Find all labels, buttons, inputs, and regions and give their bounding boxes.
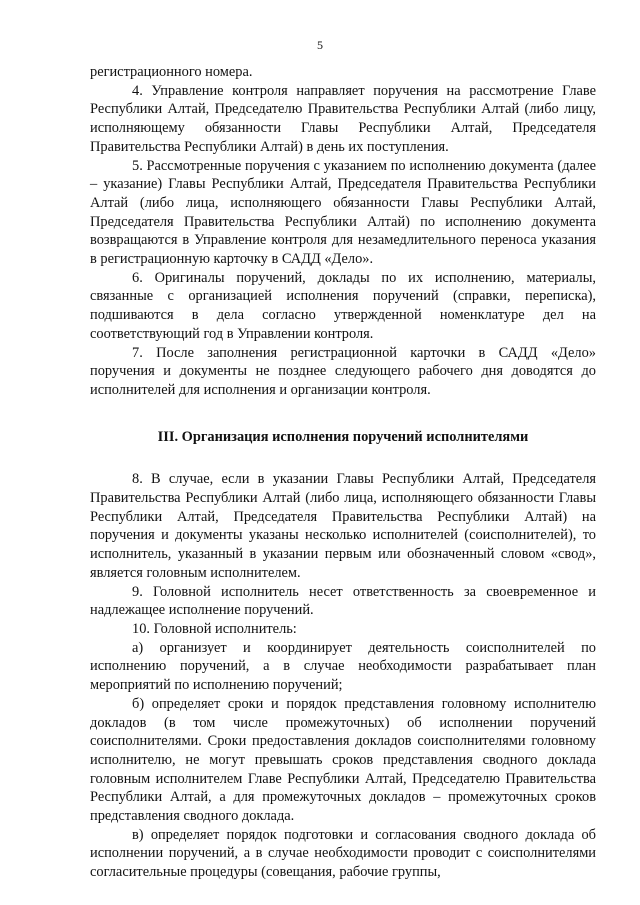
paragraph-continuation: регистрационного номера. <box>90 64 253 80</box>
paragraph-item-5: 5. Рассмотренные поручения с указанием по исполнению документа (далее – указание) Главы Республики Алтай, Председателя Правительства Республики Алтай (либо лица, исполняющего обязанности Главы Республики Алтай, Председателя Правительства Республики Алтай) по исполнению документа возвращаются в Управление контроля для незамедлительного переноса указания в регистрационную карточку в САДД «Дело». <box>90 157 596 268</box>
paragraph-item-8: 8. В случае, если в указании Главы Республики Алтай, Председателя Правительства Республики Алтай (либо лица, исполняющего обязанности Главы Республики Алтай, Председателя Правительства Республики Алтай) на поручения и документы указаны несколько исполнителей (соисполнителей), то исполнитель, указанный в указании первым или обозначенный словом «свод», является головным исполнителем. <box>90 471 596 581</box>
document-body <box>90 63 596 882</box>
paragraph-item-4: 4. Управление контроля направляет поручения на рассмотрение Главе Республики Алтай, Председателю Правительства Республики Алтай (либо лицу, исполняющему обязанности Главы Республики Алтай, Председателя Правительства Республики Алтай) в день их поступления. <box>90 82 596 155</box>
paragraph-subitem-v: в) определяет порядок подготовки и согласования сводного доклада об исполнении поручений, а в случае необходимости проводит с соисполнителями согласительные процедуры (совещания, рабочие группы, <box>90 826 596 881</box>
paragraph-item-10: 10. Головной исполнитель: <box>132 620 297 637</box>
paragraph-item-6: 6. Оригиналы поручений, доклады по их исполнению, материалы, связанные с организацией исполнения поручений (справки, переписка), подшиваются в дела согласно утвержденной номенклатуре дел на соответствующий год в Управлении контроля. <box>90 269 596 342</box>
paragraph-item-9: 9. Головной исполнитель несет ответственность за своевременное и надлежащее исполнение поручений. <box>90 583 596 619</box>
section-heading: III. Организация исполнения поручений исполнителями <box>157 428 529 445</box>
paragraph-subitem-a: а) организует и координирует деятельность соисполнителей по исполнению поручений, а в случае необходимости разрабатывает план мероприятий по исполнению поручений; <box>90 639 596 694</box>
paragraph-subitem-b: б) определяет сроки и порядок представления головному исполнителю докладов (в том числе промежуточных) об исполнении поручений соисполнителями. Сроки предоставления докладов соисполнителями головному исполнителю, не могут превышать сроков представления сводного доклада головным исполнителем Главе Республики Алтай, Председателю Правительства Республики Алтай, а для промежуточных докладов – промежуточных сроков представления сводного доклада. <box>90 695 596 825</box>
page-number: 5 <box>317 38 323 52</box>
paragraph-item-7: 7. После заполнения регистрационной карточки в САДД «Дело» поручения и документы не позднее следующего рабочего дня доводятся до исполнителей для исполнения и организации контроля. <box>90 344 596 398</box>
